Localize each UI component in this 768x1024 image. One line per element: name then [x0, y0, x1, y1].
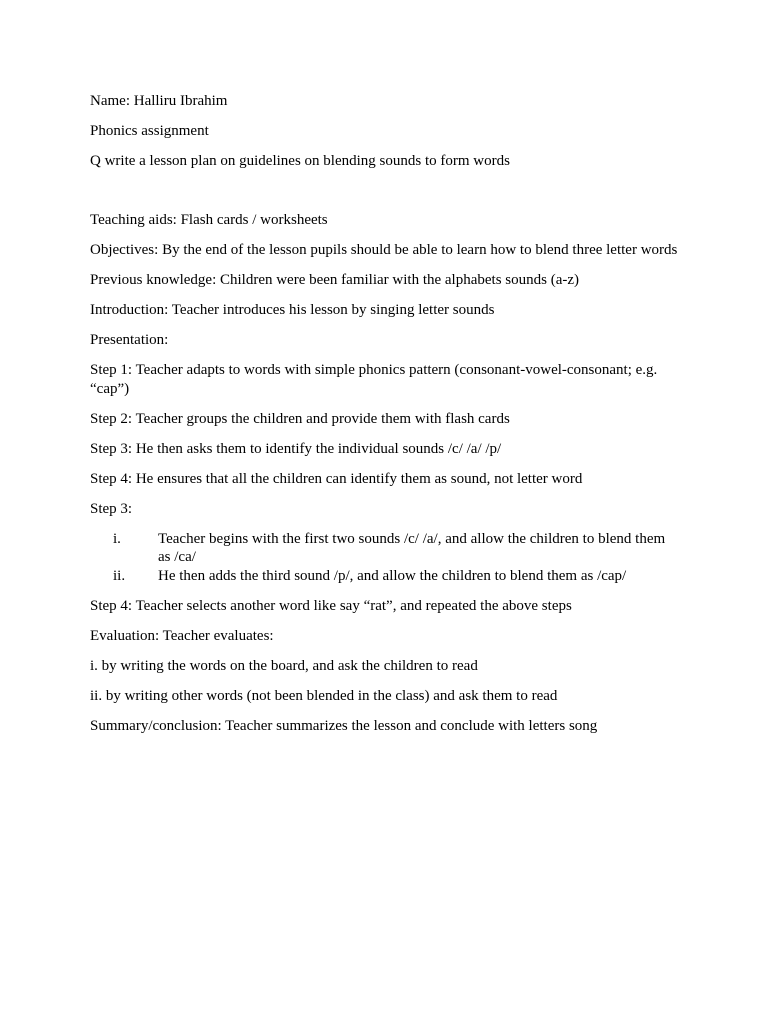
- list-marker: i.: [113, 530, 121, 547]
- question-line: Q write a lesson plan on guidelines on blending sounds to form words: [90, 153, 510, 169]
- presentation-heading: Presentation:: [90, 332, 169, 348]
- step-paragraph: Step 2: Teacher groups the children and provide them with flash cards: [90, 410, 510, 427]
- blank-line: [90, 182, 680, 211]
- document-page: [90, 92, 680, 747]
- evaluation-item: ii. by writing other words (not been blended in the class) and ask them to read: [90, 687, 558, 704]
- objectives: Objectives: By the end of the lesson pupils should be able to learn how to blend three letter words: [90, 242, 678, 258]
- list-item: [90, 567, 680, 586]
- teaching-aids: Teaching aids: Flash cards / worksheets: [90, 212, 328, 228]
- step-paragraph: Step 1: Teacher adapts to words with simple phonics pattern (consonant-vowel-consonant; e.g. “cap”): [90, 362, 658, 397]
- evaluation-heading: Evaluation: Teacher evaluates:: [90, 627, 274, 644]
- previous-knowledge: Previous knowledge: Children were been familiar with the alphabets sounds (a-z): [90, 272, 580, 288]
- step-paragraph: Step 3: He then asks them to identify the individual sounds /c/ /a/ /p/: [90, 440, 502, 457]
- evaluation-item: i. by writing the words on the board, and ask the children to read: [90, 657, 478, 674]
- introduction: Introduction: Teacher introduces his lesson by singing letter sounds: [90, 302, 495, 318]
- list-item-text: He then adds the third sound /p/, and allow the children to blend them as /cap/: [158, 568, 627, 584]
- assignment-title: Phonics assignment: [90, 123, 209, 139]
- roman-numeral-list: [90, 530, 680, 586]
- step-paragraph: Step 4: Teacher selects another word like say “rat”, and repeated the above steps: [90, 597, 572, 614]
- step-paragraph: Step 3:: [90, 500, 133, 517]
- list-item: [90, 530, 680, 567]
- name-line: Name: Halliru Ibrahim: [90, 93, 228, 109]
- list-marker: ii.: [113, 568, 126, 584]
- list-item-text: Teacher begins with the first two sounds /c/ /a/, and allow the children to blend them as /ca/: [158, 530, 666, 565]
- summary: Summary/conclusion: Teacher summarizes the lesson and conclude with letters song: [90, 717, 598, 734]
- step-paragraph: Step 4: He ensures that all the children can identify them as sound, not letter word: [90, 470, 583, 487]
